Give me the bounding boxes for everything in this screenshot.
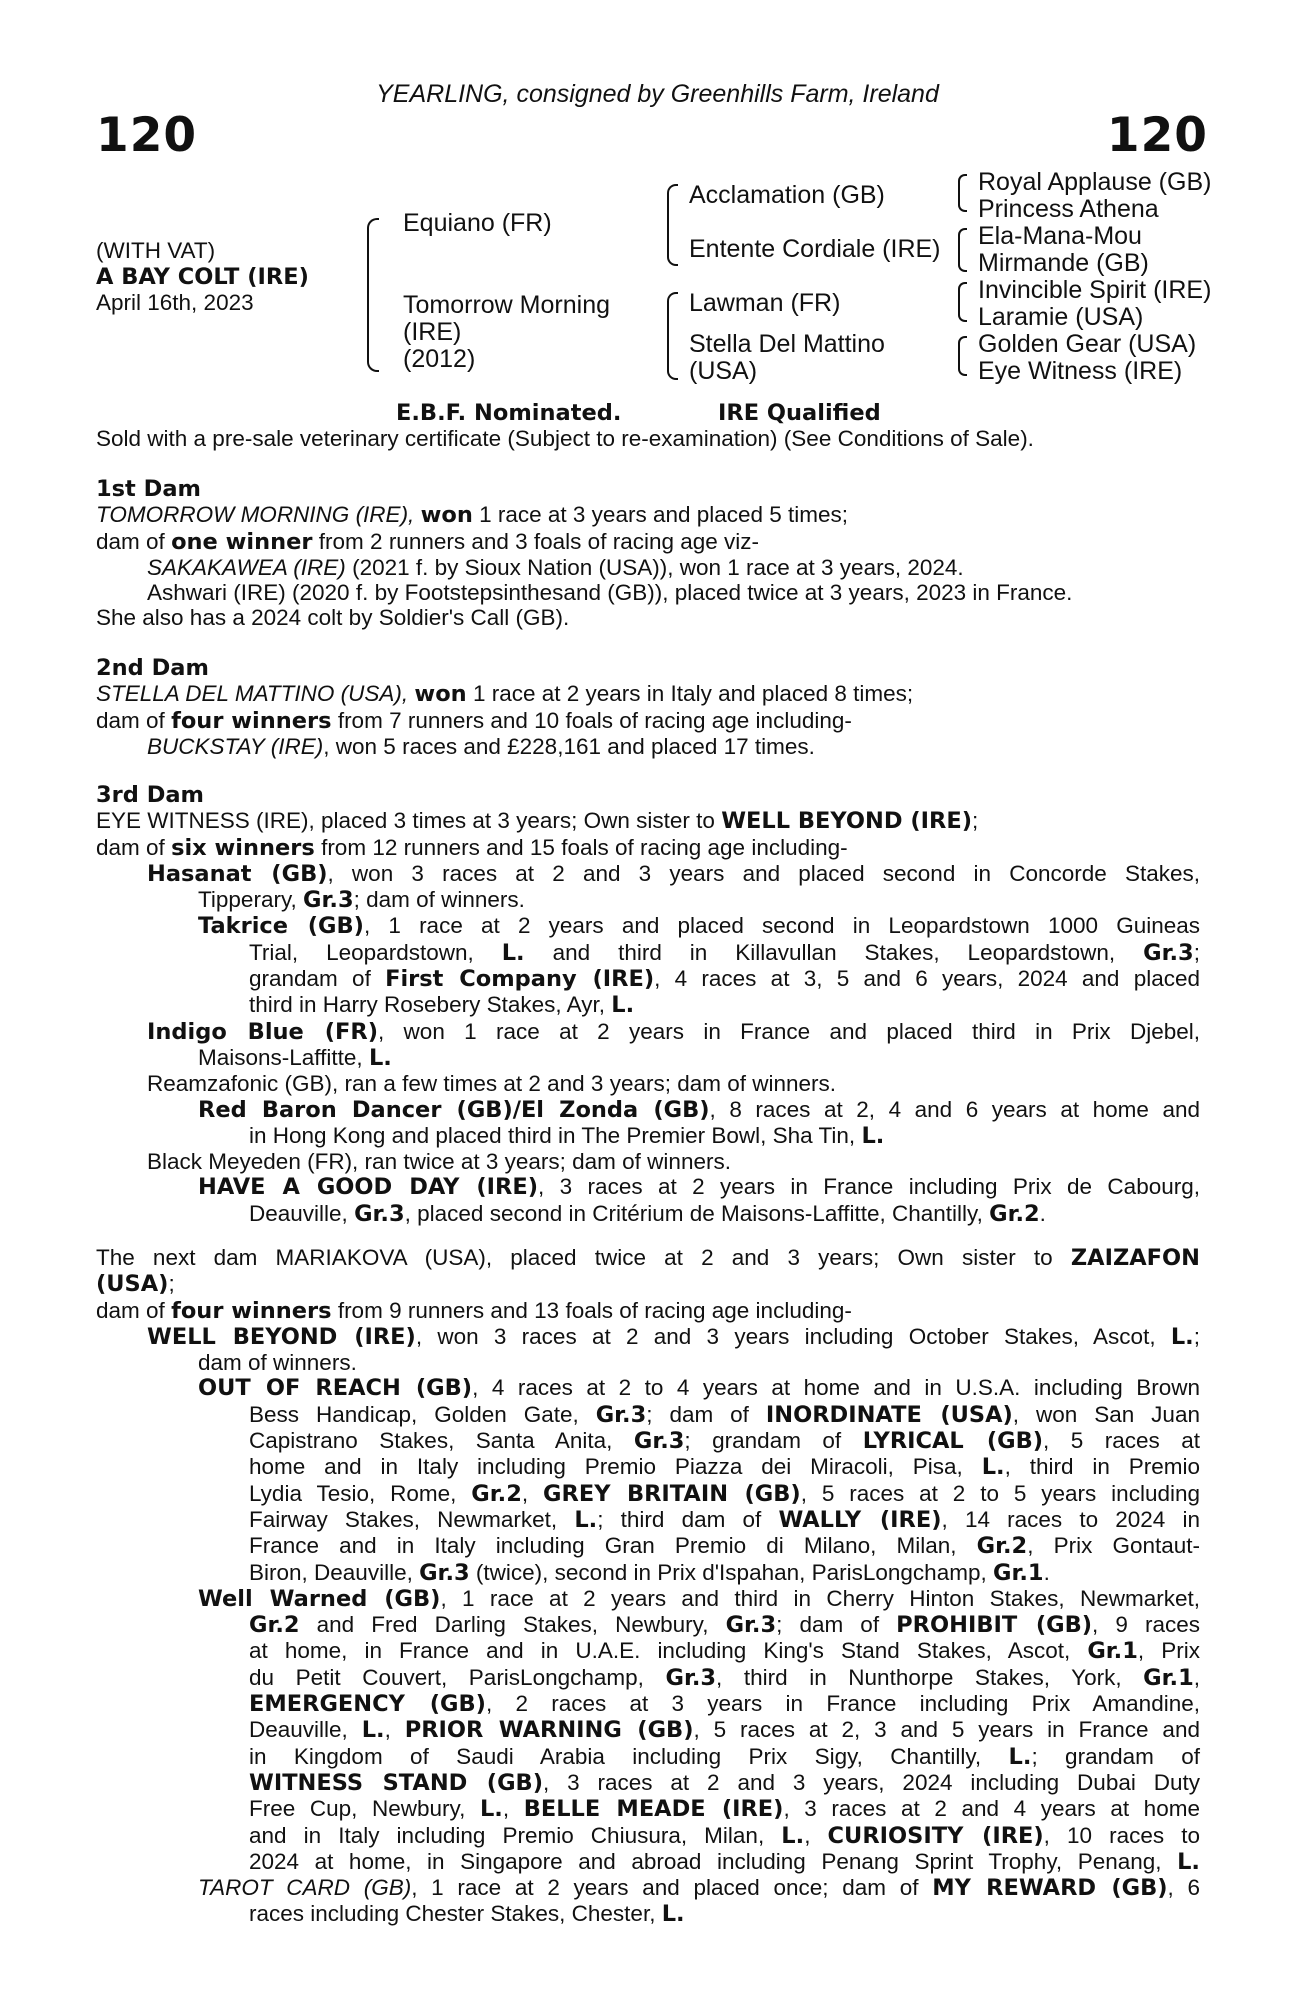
pedigree-brace-dd: [958, 336, 967, 376]
next-dam-line-2: (USA);: [96, 1271, 175, 1298]
dss: Invincible Spirit (IRE): [978, 276, 1212, 304]
dam-line-1: Tomorrow Morning: [403, 291, 611, 319]
consignment-line: YEARLING, consigned by Greenhills Farm, Ireland: [376, 80, 939, 108]
well-warned-line-6: Deauville, L., PRIOR WARNING (GB), 5 races at 2, 3 and 5 years in France and: [249, 1717, 1200, 1744]
well-warned-line-2: Gr.2 and Fred Darling Stakes, Newbury, Gr.3; dam of PROHIBIT (GB), 9 races: [249, 1612, 1200, 1639]
out-of-reach-line-4: home and in Italy including Premio Piazza dei Miracoli, Pisa, L., third in Premio: [249, 1454, 1200, 1481]
next-dam-section: [96, 1245, 1200, 1928]
second-dam-heading: 2nd Dam: [96, 655, 209, 681]
sire-sire: Acclamation (GB): [689, 181, 885, 209]
out-of-reach-line-7: France and in Italy including Gran Premio di Milano, Milan, Gr.2, Prix Gontaut-: [249, 1533, 1200, 1560]
well-warned-line-11: 2024 at home, in Singapore and abroad including Penang Sprint Trophy, Penang, L.: [249, 1848, 1200, 1875]
dam-dam: [689, 331, 885, 385]
out-of-reach-line-6: Fairway Stakes, Newmarket, L.; third dam of WALLY (IRE), 14 races to 2024 in: [249, 1506, 1200, 1533]
indigo-blue-line-1: Indigo Blue (FR), won 1 race at 2 years in France and placed third in Prix Djebel,: [147, 1018, 1201, 1045]
well-beyond-line-1: WELL BEYOND (IRE), won 3 races at 2 and 3 years including October Stakes, Ascot, L.;: [147, 1323, 1200, 1350]
first-dam-section: [96, 477, 1200, 631]
out-of-reach-line-1: OUT OF REACH (GB), 4 races at 2 to 4 years at home and in U.S.A. including Brown: [198, 1375, 1200, 1402]
well-warned-line-1: Well Warned (GB), 1 race at 2 years and third in Cherry Hinton Stakes, Newmarket,: [198, 1585, 1201, 1612]
hasanat-line-2: Tipperary, Gr.3; dam of winners.: [198, 887, 525, 914]
pedigree-brace-main: [367, 218, 379, 372]
pedigree-brace-sire: [667, 184, 678, 266]
takrice-line-3: grandam of First Company (IRE), 4 races at 3, 5 and 6 years, 2024 and placed: [249, 966, 1200, 993]
sds: Ela-Mana-Mou: [978, 222, 1142, 250]
second-dam-line-2: dam of four winners from 7 runners and 10 foals of racing age including-: [96, 707, 852, 734]
takrice-line-4: third in Harry Rosebery Stakes, Ayr, L.: [249, 992, 635, 1019]
first-dam-produce-2: Ashwari (IRE) (2020 f. by Footstepsinthesand (GB)), placed twice at 3 years, 2023 in France.: [147, 580, 1073, 606]
horse-identity: [96, 238, 309, 316]
indigo-blue-line-2: Maisons-Laffitte, L.: [198, 1044, 392, 1071]
third-dam-line-2: dam of six winners from 12 runners and 15 foals of racing age including-: [96, 834, 848, 861]
third-dam-heading: 3rd Dam: [96, 782, 204, 808]
well-warned-line-9: Free Cup, Newbury, L., BELLE MEADE (IRE), 3 races at 2 and 4 years at home: [249, 1796, 1200, 1823]
sss: Royal Applause (GB): [978, 168, 1212, 196]
dam-line-3: (2012): [403, 345, 476, 373]
sdd: Mirmande (GB): [978, 249, 1149, 277]
ddd: Eye Witness (IRE): [978, 357, 1183, 385]
third-dam-section: [96, 783, 1200, 1227]
well-warned-line-3: at home, in France and in U.A.E. including King's Stand Stakes, Ascot, Gr.1, Prix: [249, 1638, 1200, 1665]
have-a-good-day-line-2: Deauville, Gr.3, placed second in Critérium de Maisons-Laffitte, Chantilly, Gr.2.: [249, 1200, 1046, 1227]
lot-number-right: 120: [1106, 108, 1208, 163]
red-baron-line-2: in Hong Kong and placed third in The Premier Bowl, Sha Tin, L.: [249, 1122, 885, 1149]
well-warned-line-8: WITNESS STAND (GB), 3 races at 2 and 3 years, 2024 including Dubai Duty: [249, 1769, 1200, 1796]
next-dam-line-1: The next dam MARIAKOVA (USA), placed twice at 2 and 3 years; Own sister to ZAIZAFON: [96, 1245, 1200, 1271]
ssd: Princess Athena: [978, 195, 1159, 223]
horse-name: A BAY COLT (IRE): [96, 264, 309, 290]
dam-name: [403, 292, 610, 373]
foaling-date: April 16th, 2023: [96, 290, 254, 315]
pedigree-brace-dam: [667, 292, 678, 380]
ebf-note: E.B.F. Nominated.: [396, 400, 622, 426]
dam-dam-line-2: (USA): [689, 357, 758, 385]
tarot-card-line-1: TAROT CARD (GB), 1 race at 2 years and placed once; dam of MY REWARD (GB), 6: [198, 1875, 1201, 1902]
sire-dam: Entente Cordiale (IRE): [689, 235, 941, 263]
dam-line-2: (IRE): [403, 318, 462, 346]
tarot-card-line-2: races including Chester Stakes, Chester, L.: [249, 1901, 685, 1928]
first-dam-produce-1: SAKAKAWEA (IRE) (2021 f. by Sioux Nation (USA)), won 1 race at 3 years, 2024.: [147, 554, 964, 580]
dam-sire: Lawman (FR): [689, 289, 841, 317]
first-dam-line-2: dam of one winner from 2 runners and 3 foals of racing age viz-: [96, 528, 760, 555]
reamzafonic-line: Reamzafonic (GB), ran a few times at 2 and 3 years; dam of winners.: [147, 1071, 837, 1097]
second-dam-section: [96, 656, 1200, 759]
well-warned-line-7: in Kingdom of Saudi Arabia including Prix Sigy, Chantilly, L.; grandam of: [249, 1743, 1200, 1770]
well-beyond-line-2: dam of winners.: [198, 1350, 357, 1376]
pedigree-brace-ds: [958, 282, 967, 322]
out-of-reach-line-2: Bess Handicap, Golden Gate, Gr.3; dam of INORDINATE (USA), won San Juan: [249, 1401, 1200, 1428]
hasanat-line-1: Hasanat (GB), won 3 races at 2 and 3 years and placed second in Concorde Stakes,: [147, 860, 1200, 887]
out-of-reach-line-3: Capistrano Stakes, Santa Anita, Gr.3; grandam of LYRICAL (GB), 5 races at: [249, 1428, 1200, 1455]
pedigree-brace-ss: [958, 174, 967, 212]
third-dam-line-1: EYE WITNESS (IRE), placed 3 times at 3 years; Own sister to WELL BEYOND (IRE);: [96, 808, 979, 835]
have-a-good-day-line-1: HAVE A GOOD DAY (IRE), 3 races at 2 years in France including Prix de Cabourg,: [198, 1174, 1200, 1201]
red-baron-line-1: Red Baron Dancer (GB)/El Zonda (GB), 8 races at 2, 4 and 6 years at home and: [198, 1096, 1200, 1123]
next-dam-line-3: dam of four winners from 9 runners and 13 foals of racing age including-: [96, 1297, 852, 1324]
well-warned-line-10: and in Italy including Premio Chiusura, Milan, L., CURIOSITY (IRE), 10 races to: [249, 1822, 1200, 1849]
takrice-line-1: Takrice (GB), 1 race at 2 years and placed second in Leopardstown 1000 Guineas: [198, 913, 1200, 940]
dds: Golden Gear (USA): [978, 330, 1197, 358]
well-warned-line-5: EMERGENCY (GB), 2 races at 3 years in France including Prix Amandine,: [249, 1691, 1200, 1718]
black-meyeden-line: Black Meyeden (FR), ran twice at 3 years; dam of winners.: [147, 1149, 731, 1175]
dam-dam-line-1: Stella Del Mattino: [689, 330, 885, 358]
pedigree-brace-sd: [958, 228, 967, 272]
first-dam-note: She also has a 2024 colt by Soldier's Call (GB).: [96, 605, 570, 631]
takrice-line-2: Trial, Leopardstown, L. and third in Killavullan Stakes, Leopardstown, Gr.3;: [249, 939, 1200, 966]
dsd: Laramie (USA): [978, 303, 1144, 331]
vat-label: (WITH VAT): [96, 238, 216, 263]
first-dam-line-1: TOMORROW MORNING (IRE), won 1 race at 3 years and placed 5 times;: [96, 502, 849, 529]
second-dam-line-1: STELLA DEL MATTINO (USA), won 1 race at 2 years in Italy and placed 8 times;: [96, 681, 914, 708]
out-of-reach-line-8: Biron, Deauville, Gr.3 (twice), second in Prix d'Ispahan, ParisLongchamp, Gr.1.: [249, 1559, 1050, 1586]
well-warned-line-4: du Petit Couvert, ParisLongchamp, Gr.3, third in Nunthorpe Stakes, York, Gr.1,: [249, 1664, 1200, 1691]
sire: Equiano (FR): [403, 209, 552, 237]
lot-number-left: 120: [96, 108, 198, 163]
vet-certificate-note: Sold with a pre-sale veterinary certificate (Subject to re-examination) (See Conditions of Sale).: [96, 426, 1034, 451]
second-dam-produce-1: BUCKSTAY (IRE), won 5 races and £228,161 and placed 17 times.: [147, 733, 815, 759]
first-dam-heading: 1st Dam: [96, 476, 201, 502]
ire-qualified: IRE Qualified: [718, 400, 881, 426]
out-of-reach-line-5: Lydia Tesio, Rome, Gr.2, GREY BRITAIN (GB), 5 races at 2 to 5 years including: [249, 1480, 1200, 1507]
